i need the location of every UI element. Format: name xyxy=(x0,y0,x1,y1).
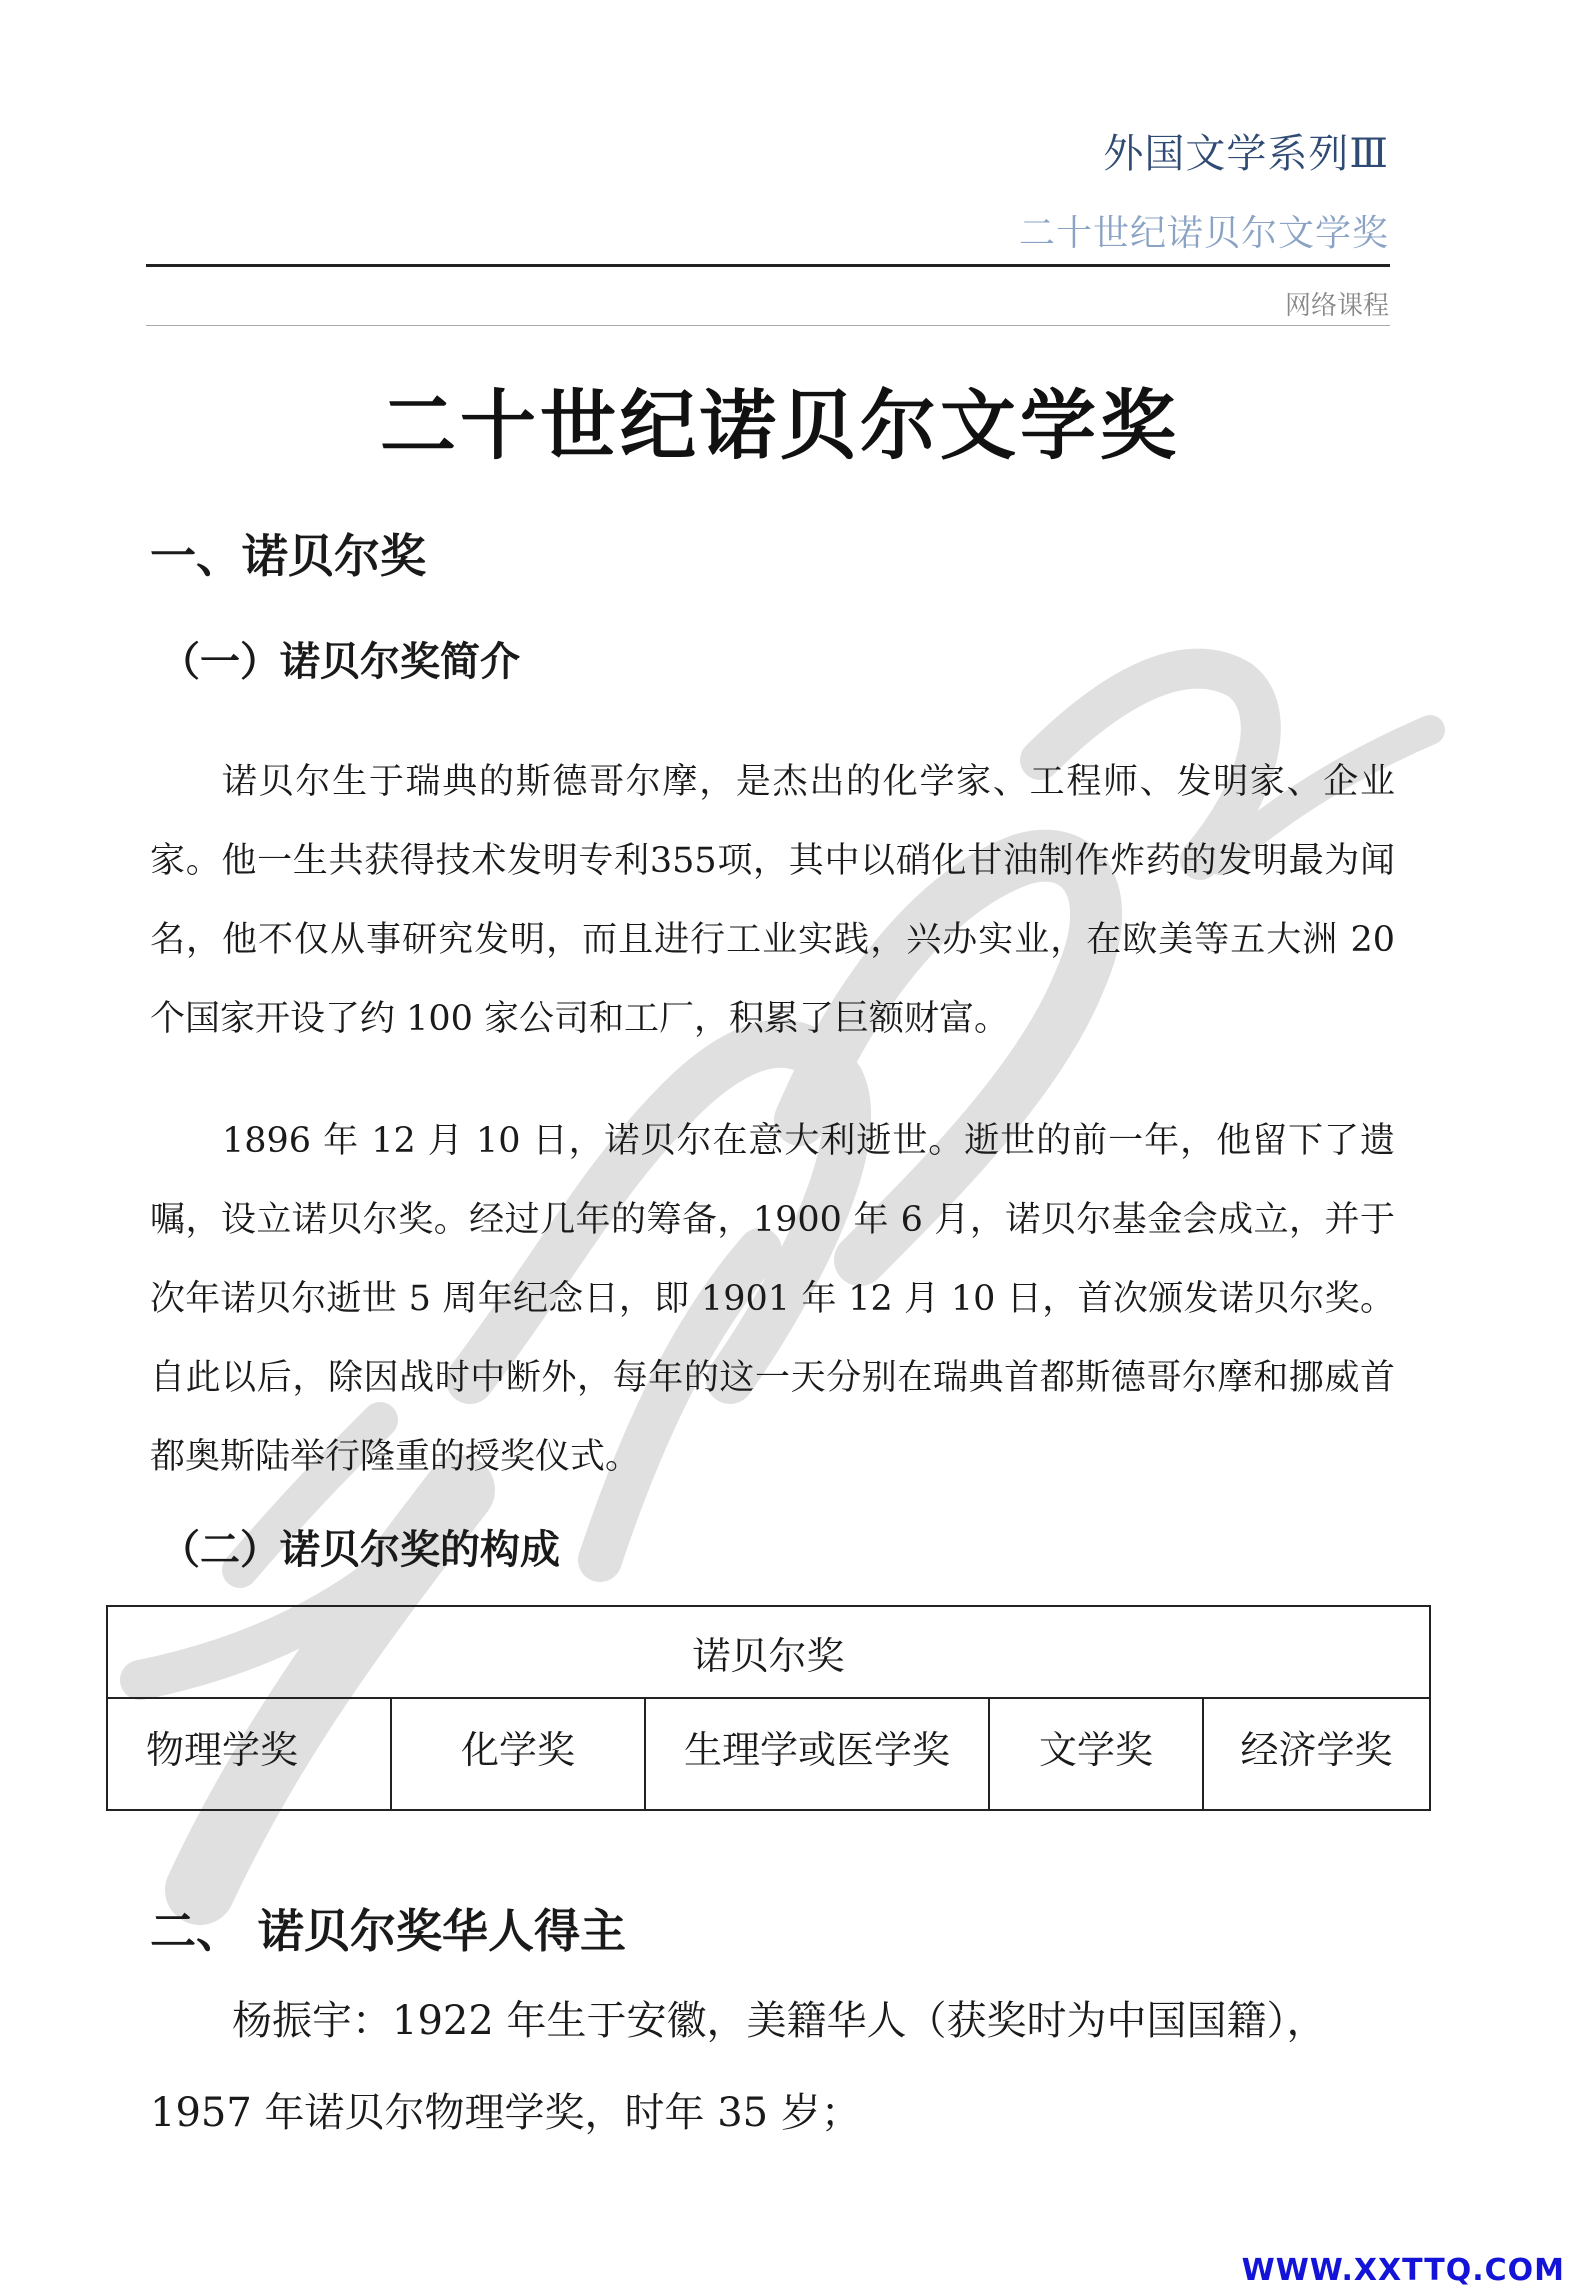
prize-composition-table xyxy=(106,1605,1431,1811)
table-header-cell: 诺贝尔奖 xyxy=(107,1606,1430,1698)
table-row xyxy=(107,1698,1430,1810)
table-cell-medicine: 生理学或医学奖 xyxy=(645,1698,989,1810)
header-divider xyxy=(146,264,1390,267)
paragraph-nobel-bio: 诺贝尔生于瑞典的斯德哥尔摩，是杰出的化学家、工程师、发明家、企业家。他一生共获得技术发明专利355项，其中以硝化甘油制作炸药的发明最为闻名，他不仅从事研究发明，而且进行工业实践，兴办实业，在欧美等五大洲 20 个国家开设了约 100 家公司和工厂，积累了巨额财富。 xyxy=(150,762,1395,1039)
paragraph-nobel-prize-history: 1896 年 12 月 10 日，诺贝尔在意大利逝世。逝世的前一年，他留下了遗嘱，设立诺贝尔奖。经过几年的筹备，1900 年 6 月，诺贝尔基金会成立，并于次年诺贝尔逝世 5 周年纪念日，即 1901 年 12 月 10 日，首次颁发诺贝尔奖。自此以后，除因战时中断外，每年的这一天分别在瑞典首都斯德哥尔摩和挪威首都奥斯陆举行隆重的授奖仪式。 xyxy=(150,1121,1395,1477)
subsection2-heading: （二）诺贝尔奖的构成 xyxy=(160,1526,560,1573)
header-thin-divider xyxy=(146,325,1390,326)
header-subtitle: 二十世纪诺贝尔文学奖 xyxy=(1018,213,1389,254)
table-cell-literature: 文学奖 xyxy=(989,1698,1203,1810)
site-watermark-url: WWW.XXTTQ.COM xyxy=(1241,2253,1565,2288)
section1-heading: 一、诺贝尔奖 xyxy=(150,529,426,583)
table-cell-chemistry: 化学奖 xyxy=(391,1698,645,1810)
table-header-row xyxy=(107,1606,1430,1698)
document-title: 二十世纪诺贝尔文学奖 xyxy=(380,381,1180,470)
table-cell-economics: 经济学奖 xyxy=(1203,1698,1430,1810)
subsection1-heading: （一）诺贝尔奖简介 xyxy=(160,638,520,685)
table-cell-physics: 物理学奖 xyxy=(107,1698,391,1810)
laureate-entry: 杨振宇：1922 年生于安徽，美籍华人（获奖时为中国国籍），1957 年诺贝尔物理学奖，时年 35 岁； xyxy=(150,1998,1327,2136)
header-series-title: 外国文学系列Ⅲ xyxy=(1103,131,1389,177)
header-course-label: 网络课程 xyxy=(1284,291,1389,321)
section2-heading: 二、 诺贝尔奖华人得主 xyxy=(150,1904,627,1958)
